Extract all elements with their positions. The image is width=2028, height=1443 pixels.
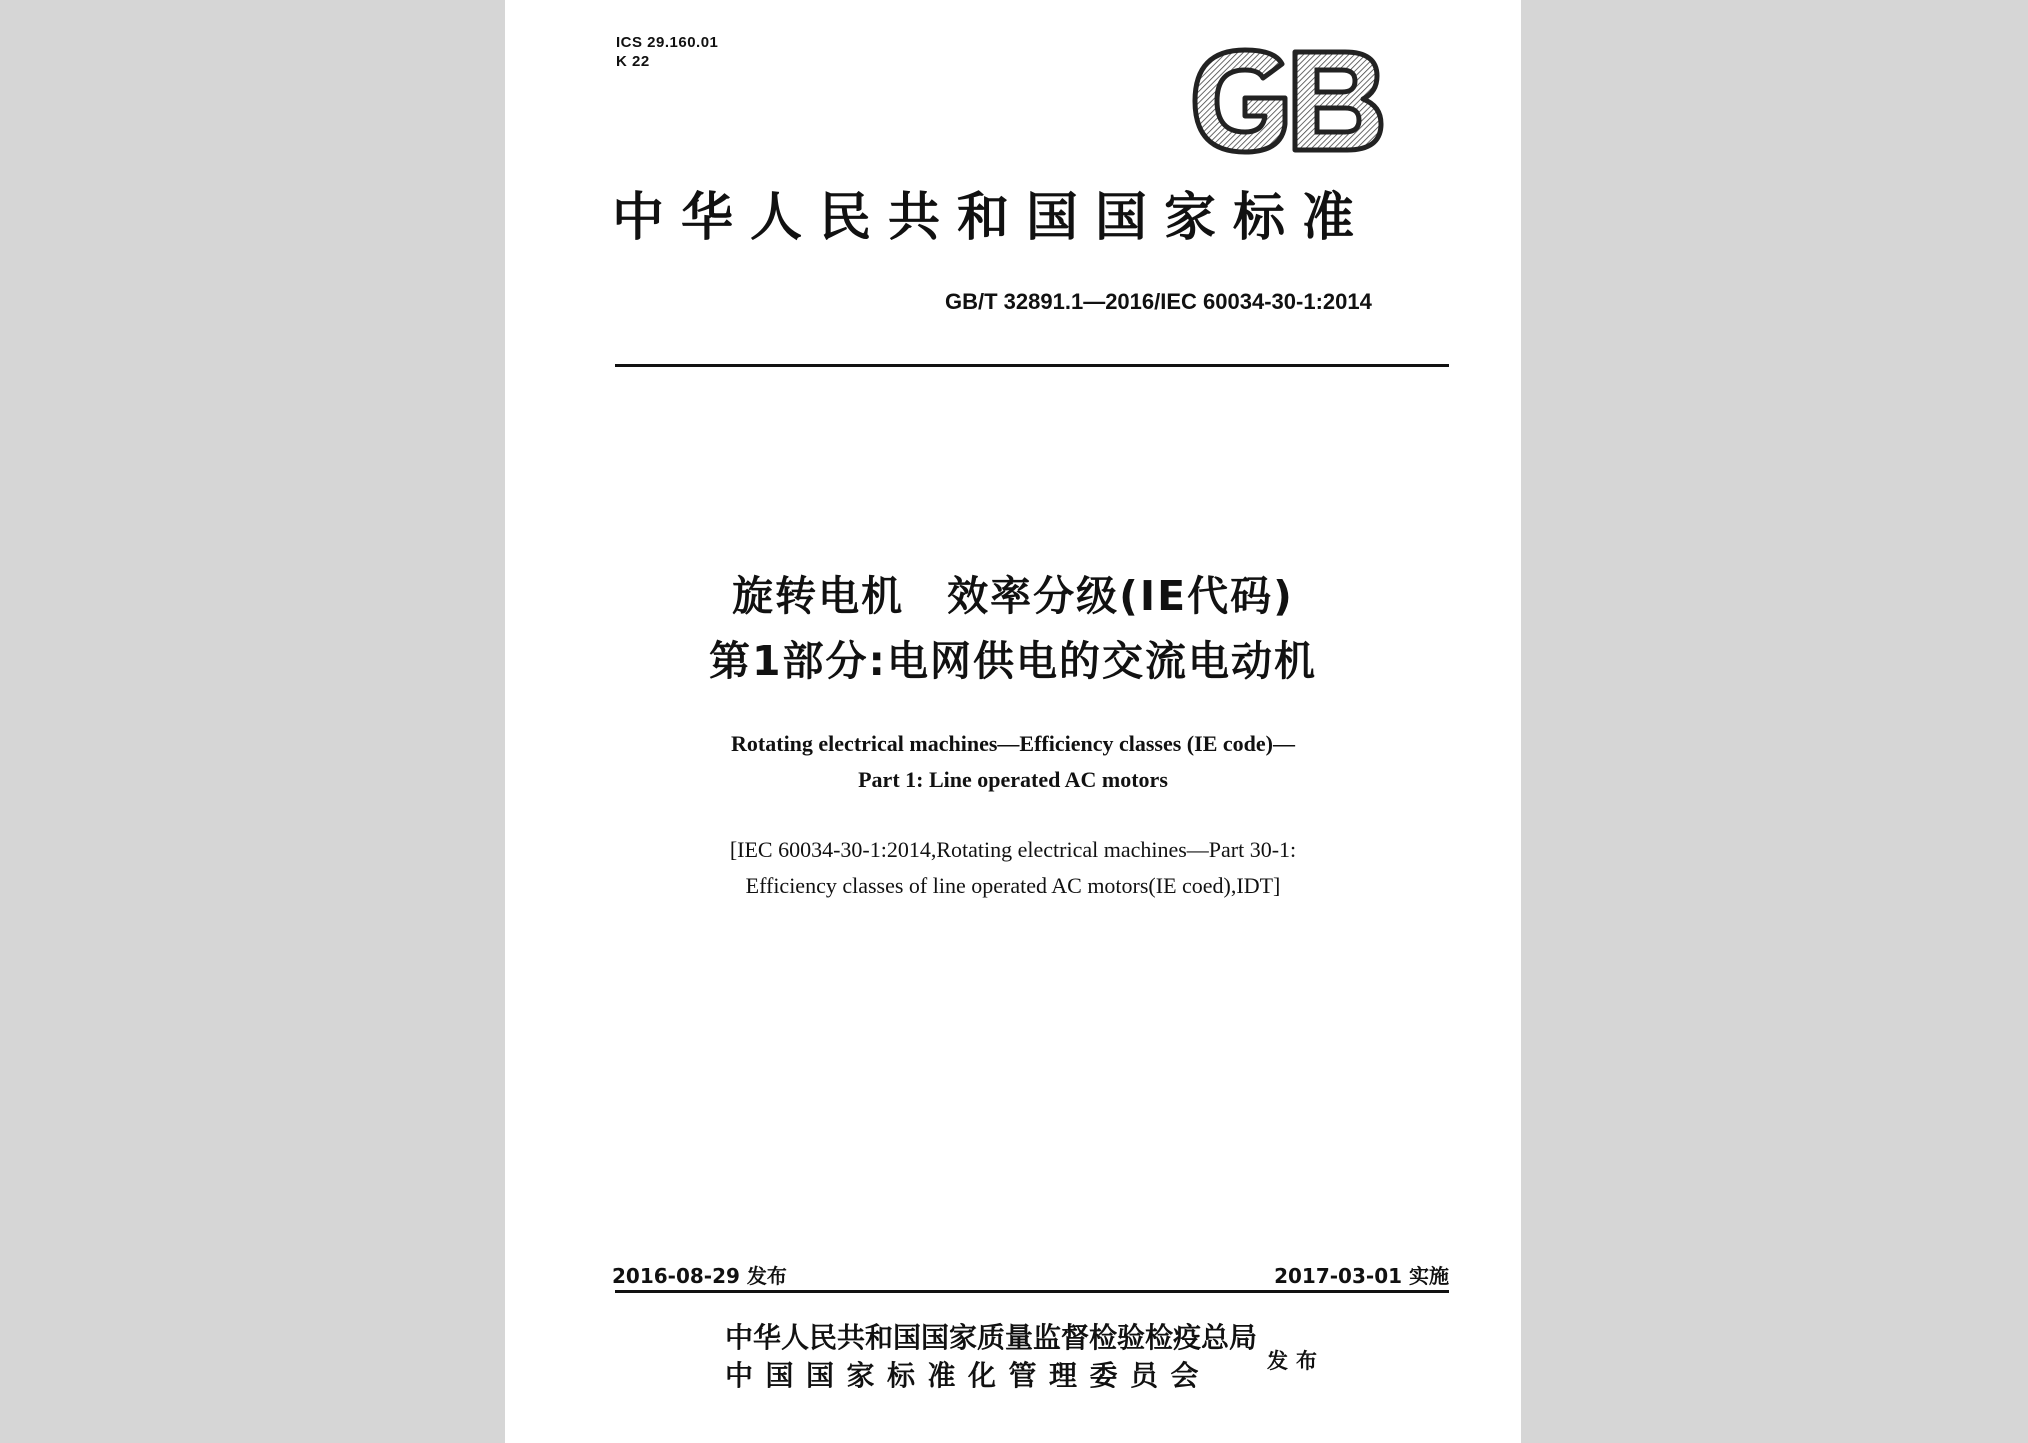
ccs-code: K 22: [616, 53, 650, 70]
en-title-line2: Part 1: Line operated AC motors: [858, 767, 1168, 792]
effective-date: 2017-03-01 实施: [1274, 1264, 1449, 1288]
publish-label: 发布: [1267, 1349, 1325, 1373]
issuer-line2: 中国国家标准化管理委员会: [725, 1359, 1212, 1392]
iec-reference-line1: [IEC 60034-30-1:2014,Rotating electrical machines—Part 30-1:: [729, 837, 1297, 862]
document-page: [505, 0, 1521, 1443]
national-standard-title: 中华人民共和国国家标准: [612, 188, 1372, 248]
issuer-line1: 中华人民共和国国家质量监督检验检疫总局: [725, 1321, 1258, 1354]
cn-title-line2: 第1部分:电网供电的交流电动机: [709, 637, 1317, 685]
issue-date: 2016-08-29 发布: [612, 1264, 787, 1288]
iec-reference-line2: Efficiency classes of line operated AC motors(IE coed),IDT]: [745, 873, 1281, 898]
en-title-line1: Rotating electrical machines—Efficiency classes (IE code)—: [731, 731, 1295, 756]
header-divider: [615, 364, 1449, 367]
footer-divider: [615, 1290, 1449, 1293]
cn-title-line1: 旋转电机 效率分级(IE代码): [732, 572, 1294, 620]
gb-logo-svg: [1187, 46, 1387, 156]
ics-code: ICS 29.160.01: [616, 34, 719, 51]
gb-logo-icon: [1187, 46, 1387, 160]
classification-block: [616, 33, 718, 71]
standard-number: GB/T 32891.1—2016/IEC 60034-30-1:2014: [945, 289, 1372, 314]
